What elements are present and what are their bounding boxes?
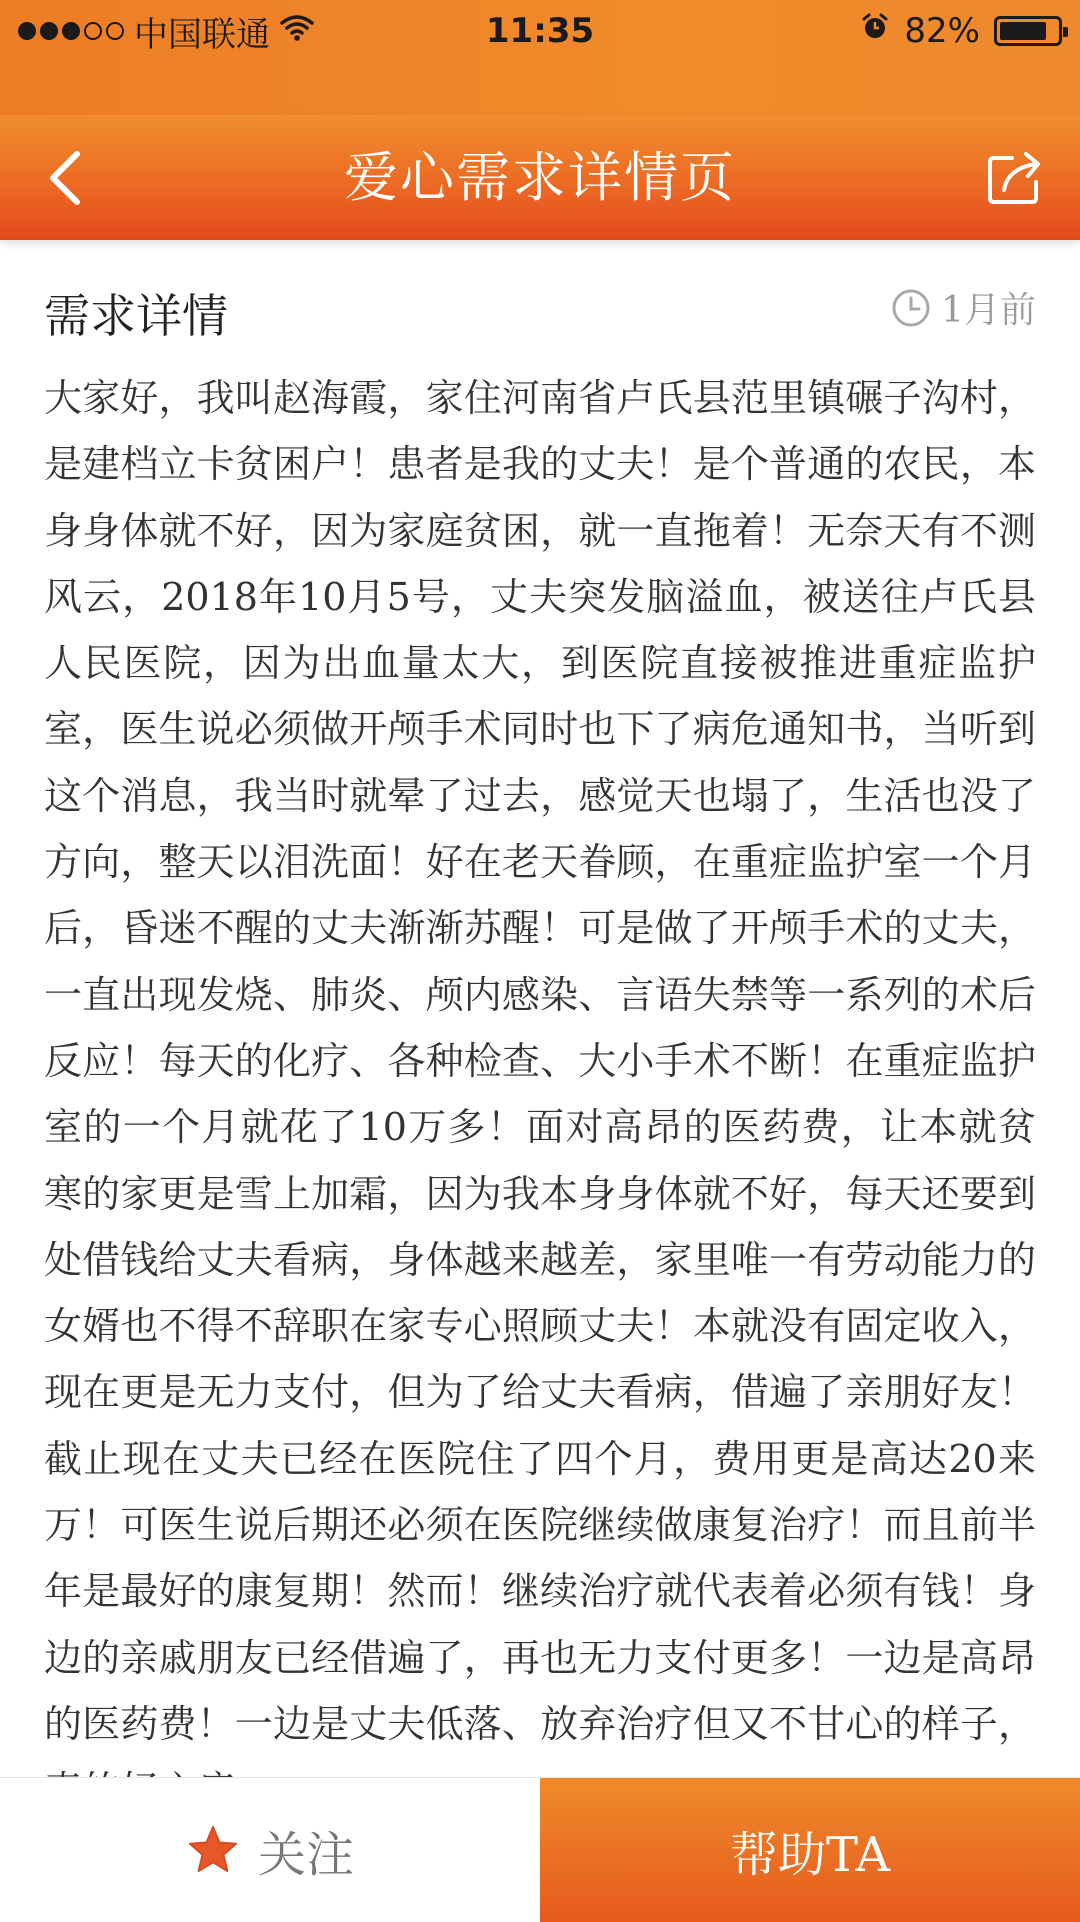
battery-nub [1063, 27, 1068, 37]
back-button[interactable] [30, 143, 100, 213]
share-icon [986, 150, 1044, 206]
chevron-left-icon [45, 148, 85, 208]
section-title: 需求详情 [44, 289, 228, 343]
battery-fill [1000, 22, 1046, 40]
star-icon [186, 1824, 240, 1876]
follow-label: 关注 [257, 1826, 354, 1883]
nav-bar [0, 115, 1080, 240]
help-button[interactable] [540, 1778, 1080, 1922]
battery-percent: 82% [904, 11, 980, 51]
page-title: 爱心需求详情页 [344, 146, 736, 209]
share-button[interactable] [980, 143, 1050, 213]
follow-button[interactable] [0, 1778, 540, 1922]
status-right [860, 6, 1062, 56]
section-header [0, 240, 1080, 365]
status-bar [0, 0, 1080, 115]
time-ago-text: 1月前 [941, 290, 1036, 331]
story-text: 大家好，我叫赵海霞，家住河南省卢氏县范里镇碾子沟村，是建档立卡贫困户！患者是我的丈夫！是个普通的农民，本身身体就不好，因为家庭贫困，就一直拖着！无奈天有不测风云，2018年10月5号，丈夫突发脑溢血，被送往卢氏县人民医院，因为出血量太大，到医院直接被推进重症监护室，医生说必须做开颅手术同时也下了病危通知书，当听到这个消息，我当时就晕了过去，感觉天也塌了，生活也没了方向，整天以泪洗面！好在老天眷顾，在重症监护室一个月后，昏迷不醒的丈夫渐渐苏醒！可是做了开颅手术的丈夫，一直出现发烧、肺炎、颅内感染、言语失禁等一系列的术后反应！每天的化疗、各种检查、大小手术不断！在重症监护室的一个月就花了10万多！面对高昂的医药费，让本就贫寒的家更是雪上加霜，因为我本身身体就不好，每天还要到处借钱给丈夫看病，身体越来越差，家里唯一有劳动能力的女婿也不得不辞职在家专心照顾丈夫！本就没有固定收入，现在更是无力支付，但为了给丈夫看病，借遍了亲朋好友！截止现在丈夫已经在医院住了四个月，费用更是高达20来万！可医生说后期还必须在医院继续做康复治疗！而且前半年是最好的康复期！然而！继续治疗就代表着必须有钱！身边的亲戚朋友已经借遍了，再也无力支付更多！一边是高昂的医药费！一边是丈夫低落、放弃治疗但又不甘心的样子， [44, 376, 1036, 1746]
content-area[interactable] [0, 240, 1080, 1777]
battery-icon [994, 16, 1062, 46]
bottom-action-bar [0, 1777, 1080, 1921]
post-time [891, 282, 1036, 333]
status-time: 11:35 [485, 11, 595, 51]
carrier-name: 中国联通 [134, 14, 270, 55]
alarm-icon [860, 11, 890, 51]
clock-icon [891, 288, 931, 328]
help-label: 帮助TA [729, 1826, 891, 1883]
